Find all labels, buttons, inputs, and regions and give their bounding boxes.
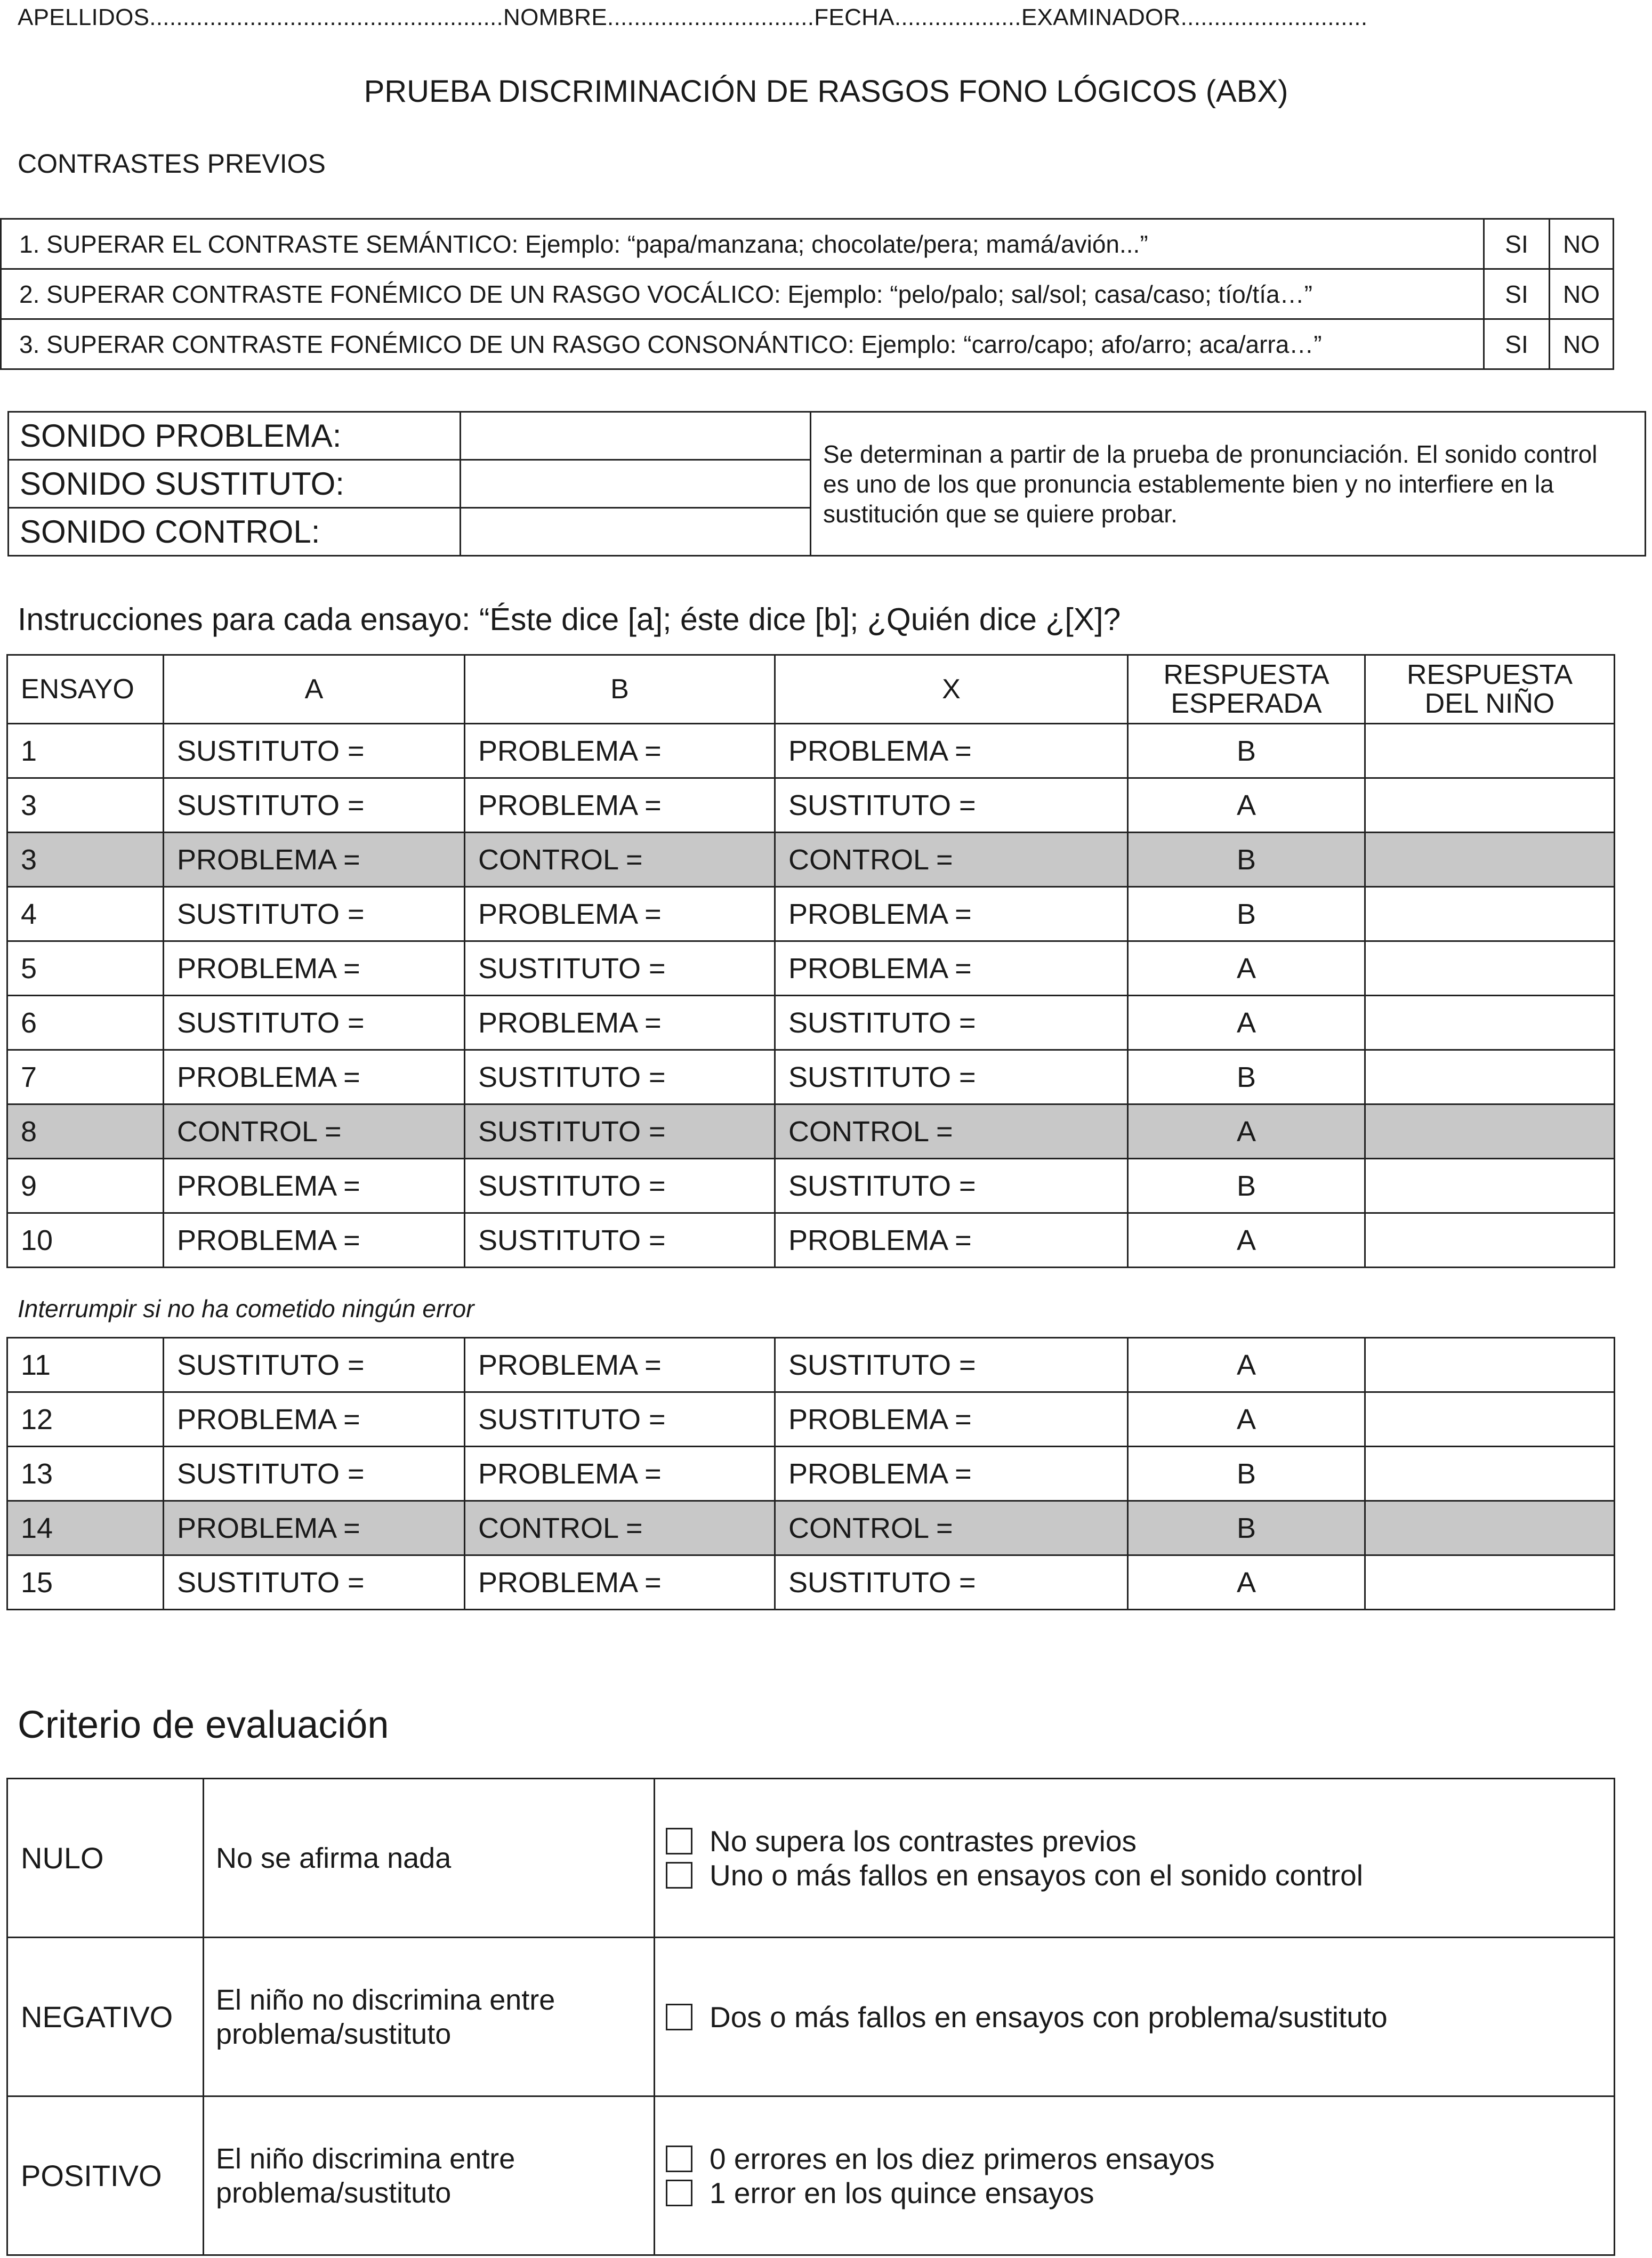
cell-x: PROBLEMA = (775, 887, 1128, 941)
contrast-row (1, 319, 1614, 369)
checkbox[interactable] (666, 2180, 692, 2206)
ensayo-row (7, 778, 1615, 833)
ensayo-number: 10 (7, 1213, 164, 1268)
option-label: 1 error en los quince ensayos (710, 2176, 1094, 2209)
respuesta-esperada: B (1128, 1159, 1365, 1213)
criterio-title: Criterio de evaluación (18, 1704, 389, 1746)
cell-a: PROBLEMA = (164, 1501, 465, 1555)
cell-a: SUSTITUTO = (164, 887, 465, 941)
contrast-text: 2. SUPERAR CONTRASTE FONÉMICO DE UN RASGO VOCÁLICO: Ejemplo: “pelo/palo; sal/sol; casa/caso; tío/tía…” (1, 269, 1484, 319)
cell-x: SUSTITUTO = (775, 1050, 1128, 1104)
cell-x: CONTROL = (775, 1104, 1128, 1159)
respuesta-nino[interactable] (1365, 996, 1615, 1050)
cell-x: SUSTITUTO = (775, 778, 1128, 833)
ensayo-row (7, 996, 1615, 1050)
respuesta-nino[interactable] (1365, 941, 1615, 996)
cell-x: SUSTITUTO = (775, 1159, 1128, 1213)
option-item (666, 2176, 1613, 2210)
cell-a: SUSTITUTO = (164, 1555, 465, 1610)
level-positivo: POSITIVO (7, 2096, 204, 2255)
respuesta-esperada: B (1128, 833, 1365, 887)
ensayo-row (7, 1104, 1615, 1159)
respuesta-esperada: A (1128, 778, 1365, 833)
respuesta-esperada: A (1128, 1213, 1365, 1268)
cell-b: PROBLEMA = (465, 778, 775, 833)
page-title: PRUEBA DISCRIMINACIÓN DE RASGOS FONO LÓGICOS (ABX) (364, 74, 1288, 109)
cell-a: PROBLEMA = (164, 1213, 465, 1268)
cell-x: PROBLEMA = (775, 1447, 1128, 1501)
option-label: Dos o más fallos en ensayos con problema/sustituto (710, 2000, 1388, 2034)
si-option[interactable]: SI (1484, 269, 1550, 319)
criterio-row-negativo (7, 1938, 1615, 2096)
respuesta-nino[interactable] (1365, 1159, 1615, 1213)
cell-x: PROBLEMA = (775, 1213, 1128, 1268)
respuesta-nino[interactable] (1365, 1447, 1615, 1501)
cell-a: CONTROL = (164, 1104, 465, 1159)
cell-b: SUSTITUTO = (465, 1104, 775, 1159)
ensayo-number: 4 (7, 887, 164, 941)
criterio-row-positivo (7, 2096, 1615, 2255)
si-option[interactable]: SI (1484, 219, 1550, 269)
respuesta-esperada: A (1128, 1392, 1365, 1447)
ensayo-number: 14 (7, 1501, 164, 1555)
respuesta-nino[interactable] (1365, 887, 1615, 941)
ensayo-row (7, 1338, 1615, 1392)
sonido-sustituto-field[interactable] (461, 460, 811, 508)
respuesta-esperada: B (1128, 1050, 1365, 1104)
ensayo-row (7, 1213, 1615, 1268)
cell-b: CONTROL = (465, 1501, 775, 1555)
options-nulo (655, 1779, 1615, 1938)
desc-line: El niño no discrimina entre (216, 1983, 555, 2016)
ensayos-header-row (7, 655, 1615, 724)
cell-b: PROBLEMA = (465, 887, 775, 941)
cell-a: SUSTITUTO = (164, 996, 465, 1050)
ensayo-number: 13 (7, 1447, 164, 1501)
cell-a: SUSTITUTO = (164, 724, 465, 778)
sonido-problema-label: SONIDO PROBLEMA: (9, 412, 461, 460)
desc-positivo (204, 2096, 655, 2255)
cell-b: PROBLEMA = (465, 1338, 775, 1392)
option-label: 0 errores en los diez primeros ensayos (710, 2142, 1215, 2175)
contrast-row (1, 269, 1614, 319)
no-option[interactable]: NO (1550, 269, 1614, 319)
no-option[interactable]: NO (1550, 319, 1614, 369)
criterio-row-nulo (7, 1779, 1615, 1938)
cell-x: CONTROL = (775, 833, 1128, 887)
checkbox[interactable] (666, 2146, 692, 2172)
respuesta-nino[interactable] (1365, 1555, 1615, 1610)
option-item (666, 2142, 1613, 2176)
respuesta-esperada: A (1128, 1104, 1365, 1159)
respuesta-nino[interactable] (1365, 1050, 1615, 1104)
instrucciones: Instrucciones para cada ensayo: “Éste dice [a]; éste dice [b]; ¿Quién dice ¿[X]? (18, 602, 1121, 637)
checkbox[interactable] (666, 1862, 692, 1889)
desc-nulo: No se afirma nada (204, 1779, 655, 1938)
respuesta-esperada: B (1128, 1501, 1365, 1555)
respuesta-nino[interactable] (1365, 1213, 1615, 1268)
respuesta-esperada: A (1128, 941, 1365, 996)
ensayo-row (7, 887, 1615, 941)
header-a: A (164, 655, 465, 724)
cell-x: SUSTITUTO = (775, 996, 1128, 1050)
respuesta-esperada: A (1128, 996, 1365, 1050)
ensayo-number: 11 (7, 1338, 164, 1392)
option-item (666, 1824, 1613, 1858)
respuesta-nino[interactable] (1365, 1104, 1615, 1159)
no-option[interactable]: NO (1550, 219, 1614, 269)
contrast-text: 1. SUPERAR EL CONTRASTE SEMÁNTICO: Ejemplo: “papa/manzana; chocolate/pera; mamá/avión...” (1, 219, 1484, 269)
cell-b: CONTROL = (465, 833, 775, 887)
header-line: DEL NIÑO (1424, 688, 1555, 719)
option-label: No supera los contrastes previos (710, 1824, 1137, 1858)
ensayo-row (7, 833, 1615, 887)
respuesta-esperada: B (1128, 887, 1365, 941)
desc-line: problema/sustituto (216, 2018, 452, 2050)
contrastes-table (0, 218, 1614, 370)
level-nulo: NULO (7, 1779, 204, 1938)
respuesta-esperada: A (1128, 1338, 1365, 1392)
respuesta-nino[interactable] (1365, 1501, 1615, 1555)
cell-b: SUSTITUTO = (465, 1050, 775, 1104)
header-b: B (465, 655, 775, 724)
cell-x: PROBLEMA = (775, 941, 1128, 996)
sonido-control-field[interactable] (461, 508, 811, 556)
ensayo-row (7, 1159, 1615, 1213)
option-item (666, 1858, 1613, 1892)
ensayos-table-continued (6, 1337, 1615, 1610)
ensayo-number: 1 (7, 724, 164, 778)
ensayo-row (7, 1501, 1615, 1555)
sonido-problema-field[interactable] (461, 412, 811, 460)
ensayo-number: 3 (7, 833, 164, 887)
desc-negativo (204, 1938, 655, 2096)
ensayos-table (6, 654, 1615, 1268)
cell-x: PROBLEMA = (775, 1392, 1128, 1447)
ensayo-number: 5 (7, 941, 164, 996)
respuesta-nino[interactable] (1365, 833, 1615, 887)
respuesta-esperada: B (1128, 724, 1365, 778)
checkbox[interactable] (666, 2004, 692, 2030)
sonidos-table (7, 411, 1646, 557)
cell-a: SUSTITUTO = (164, 1338, 465, 1392)
contrast-text: 3. SUPERAR CONTRASTE FONÉMICO DE UN RASGO CONSONÁNTICO: Ejemplo: “carro/capo; afo/arro; aca/arra…” (1, 319, 1484, 369)
contrast-row (1, 219, 1614, 269)
sonido-sustituto-label: SONIDO SUSTITUTO: (9, 460, 461, 508)
cell-b: SUSTITUTO = (465, 1159, 775, 1213)
header-respuesta-nino (1365, 655, 1615, 724)
ensayo-number: 9 (7, 1159, 164, 1213)
ensayo-number: 12 (7, 1392, 164, 1447)
contrastes-heading: CONTRASTES PREVIOS (18, 149, 326, 179)
cell-b: SUSTITUTO = (465, 1213, 775, 1268)
ensayo-number: 15 (7, 1555, 164, 1610)
level-negativo: NEGATIVO (7, 1938, 204, 2096)
ensayo-row (7, 1050, 1615, 1104)
cell-x: CONTROL = (775, 1501, 1128, 1555)
sonidos-note: Se determinan a partir de la prueba de pronunciación. El sonido control es uno de los que pronuncia establemente bien y no interfiere en la sustitución que se quiere probar. (811, 412, 1646, 556)
desc-line: problema/sustituto (216, 2176, 452, 2209)
header-line: RESPUESTA (1163, 659, 1329, 690)
checkbox[interactable] (666, 1828, 692, 1854)
header-line: ESPERADA (1171, 688, 1322, 719)
cell-a: PROBLEMA = (164, 833, 465, 887)
interrupt-note: Interrumpir si no ha cometido ningún error (18, 1295, 474, 1322)
desc-line: El niño discrimina entre (216, 2142, 515, 2175)
respuesta-nino[interactable] (1365, 1392, 1615, 1447)
cell-b: SUSTITUTO = (465, 1392, 775, 1447)
respuesta-nino[interactable] (1365, 778, 1615, 833)
header-line: RESPUESTA (1406, 659, 1573, 690)
cell-a: PROBLEMA = (164, 1050, 465, 1104)
respuesta-nino[interactable] (1365, 724, 1615, 778)
option-item (666, 2000, 1613, 2034)
si-option[interactable]: SI (1484, 319, 1550, 369)
cell-x: SUSTITUTO = (775, 1338, 1128, 1392)
ensayo-number: 6 (7, 996, 164, 1050)
options-negativo (655, 1938, 1615, 2096)
ensayo-number: 8 (7, 1104, 164, 1159)
options-positivo (655, 2096, 1615, 2255)
cell-x: PROBLEMA = (775, 724, 1128, 778)
ensayo-number: 3 (7, 778, 164, 833)
cell-a: SUSTITUTO = (164, 778, 465, 833)
cell-b: PROBLEMA = (465, 1447, 775, 1501)
cell-b: PROBLEMA = (465, 724, 775, 778)
criterio-table (6, 1778, 1615, 2256)
sonido-control-label: SONIDO CONTROL: (9, 508, 461, 556)
respuesta-esperada: A (1128, 1555, 1365, 1610)
header-ensayo: ENSAYO (7, 655, 164, 724)
ensayo-row (7, 1392, 1615, 1447)
ensayo-row (7, 1555, 1615, 1610)
cell-a: PROBLEMA = (164, 1392, 465, 1447)
ensayo-row (7, 1447, 1615, 1501)
ensayo-number: 7 (7, 1050, 164, 1104)
option-label: Uno o más fallos en ensayos con el sonido control (710, 1858, 1363, 1892)
cell-b: PROBLEMA = (465, 1555, 775, 1610)
cell-a: PROBLEMA = (164, 941, 465, 996)
respuesta-esperada: B (1128, 1447, 1365, 1501)
respuesta-nino[interactable] (1365, 1338, 1615, 1392)
header-fields-line: APELLIDOS.....................................................NOMBRE...............................FECHA...................EXAMINADOR............................ (18, 4, 1368, 30)
ensayo-row (7, 724, 1615, 778)
cell-b: PROBLEMA = (465, 996, 775, 1050)
cell-x: SUSTITUTO = (775, 1555, 1128, 1610)
cell-a: SUSTITUTO = (164, 1447, 465, 1501)
header-respuesta-esperada (1128, 655, 1365, 724)
cell-a: PROBLEMA = (164, 1159, 465, 1213)
ensayo-row (7, 941, 1615, 996)
header-x: X (775, 655, 1128, 724)
cell-b: SUSTITUTO = (465, 941, 775, 996)
